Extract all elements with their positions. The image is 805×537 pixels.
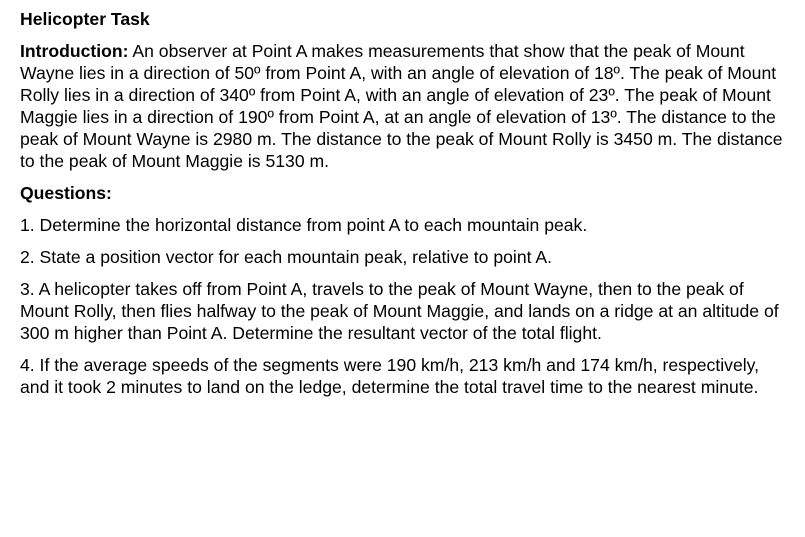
question-item: 2. State a position vector for each mountain peak, relative to point A. [20, 247, 553, 267]
document-title: Helicopter Task [20, 9, 150, 29]
introduction-paragraph [20, 40, 785, 172]
question-item: 1. Determine the horizontal distance from point A to each mountain peak. [20, 215, 588, 235]
introduction-label: Introduction: [20, 41, 129, 61]
introduction-text: An observer at Point A makes measurements that show that the peak of Mount Wayne lies in a direction of 50º from Point A, with an angle of elevation of 18º. The peak of Mount Rolly lies in a direction of 340º from Point A, with an angle of elevation of 23º. The peak of Mount Maggie lies in a direction of 190º from Point A, at an angle of elevation of 13º. The distance to the peak of Mount Wayne is 2980 m. The distance to the peak of Mount Rolly is 3450 m. The distance to the peak of Mount Maggie is 5130 m. [20, 41, 783, 171]
question-item: 4. If the average speeds of the segments were 190 km/h, 213 km/h and 174 km/h, respectively, and it took 2 minutes to land on the ledge, determine the total travel time to the nearest minute. [20, 355, 760, 397]
questions-heading: Questions: [20, 183, 112, 203]
question-item: 3. A helicopter takes off from Point A, travels to the peak of Mount Wayne, then to the peak of Mount Rolly, then flies halfway to the peak of Mount Maggie, and lands on a ridge at an altitude of 300 m higher than Point A. Determine the resultant vector of the total flight. [20, 279, 779, 343]
